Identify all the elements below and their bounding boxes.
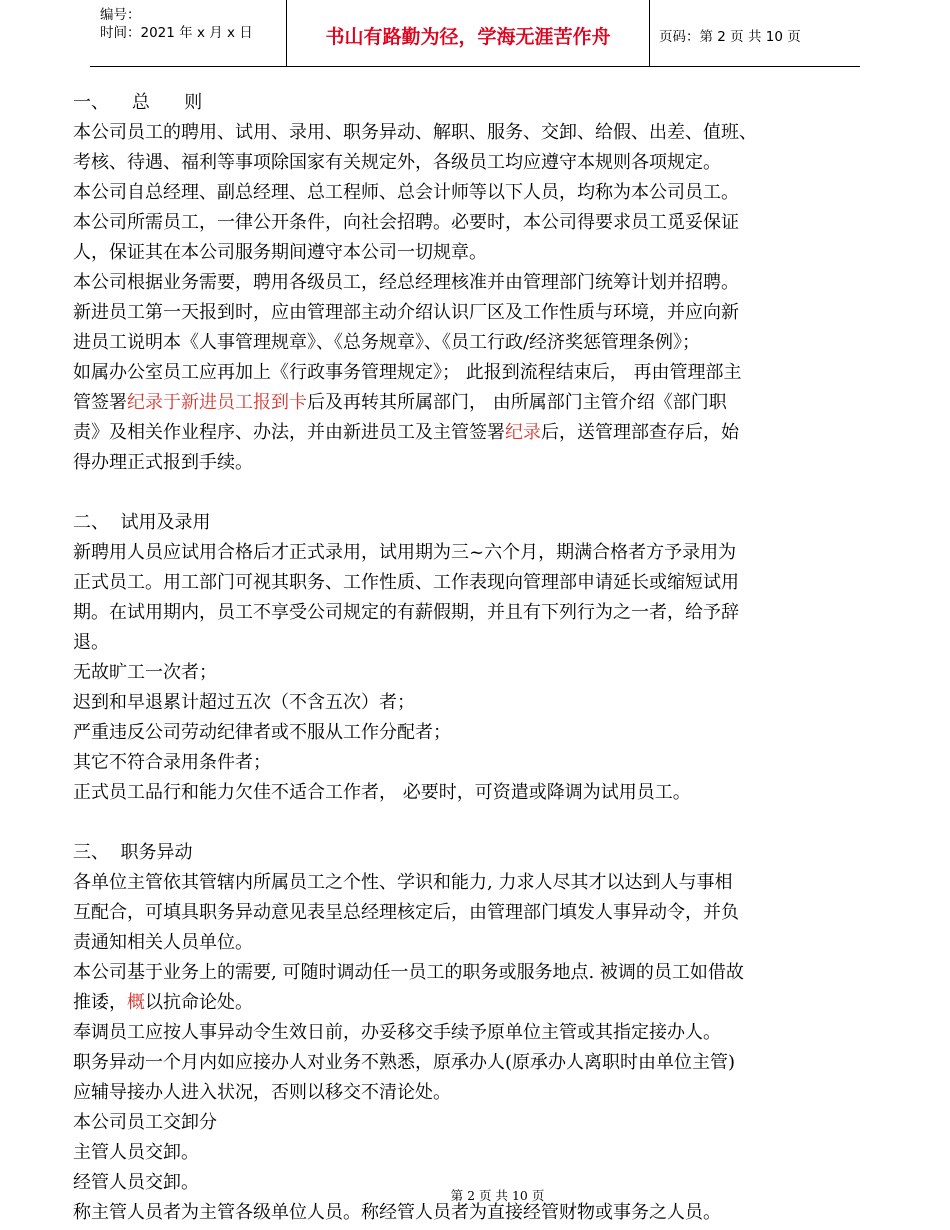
- paragraph-line: 本公司根据业务需要，聘用各级员工，经总经理核准并由管理部门统筹计划并招聘。: [73, 272, 739, 293]
- paragraph-line: 如属办公室员工应再加上《行政事务管理规定》； 此报到流程结束后， 再由管理部主: [73, 362, 742, 383]
- text-run: 责》及相关作业程序、办法，并由新进员工及主管签署: [73, 422, 505, 443]
- paragraph-line: 迟到和早退累计超过五次（不含五次）者；: [73, 692, 415, 713]
- header-meta: [90, 0, 285, 66]
- motto-text: 书山有路勤为径，学海无涯苦作舟: [325, 26, 611, 48]
- header-page-cell: [649, 0, 860, 66]
- paragraph-line: 得办理正式报到手续。: [73, 452, 253, 473]
- paragraph-line: 本公司自总经理、副总经理、总工程师、总会计师等以下人员，均称为本公司员工。: [73, 182, 739, 203]
- paragraph-line: 称主管人员者为主管各级单位人员。称经管人员者为直接经管财物或事务之人员。: [73, 1202, 721, 1223]
- paragraph-line: [73, 988, 883, 1018]
- paragraph-line: 各单位主管依其管辖内所属员工之个性、学识和能力, 力求人尽其才以达到人与事相: [73, 872, 733, 893]
- paragraph-line: 进员工说明本《人事管理规章》、《总务规章》、《员工行政/经济奖惩管理条例》；: [73, 332, 701, 353]
- paragraph-line: 职务异动一个月内如应接办人对业务不熟悉，原承办人(原承办人离职时由单位主管): [73, 1052, 736, 1073]
- paragraph-line: [73, 388, 883, 418]
- paragraph-line: 新进员工第一天报到时，应由管理部主动介绍认识厂区及工作性质与环境，并应向新: [73, 302, 739, 323]
- paragraph-line: 主管人员交卸。: [73, 1142, 199, 1163]
- paragraph-line: 正式员工品行和能力欠佳不适合工作者， 必要时，可资遣或降调为试用员工。: [73, 782, 691, 803]
- paragraph-line: 本公司员工的聘用、试用、录用、职务异动、解职、服务、交卸、给假、出差、值班、: [73, 122, 757, 143]
- paragraph-line: 退。: [73, 632, 109, 653]
- paragraph-line: 严重违反公司劳动纪律者或不服从工作分配者；: [73, 722, 451, 743]
- paragraph-line: 本公司员工交卸分: [73, 1112, 217, 1133]
- text-run: 管签署: [73, 392, 127, 413]
- text-run: 后，送管理部查存后，始: [541, 422, 739, 443]
- document-number-label: 编号：: [100, 7, 141, 23]
- header-motto-cell: [286, 0, 650, 66]
- text-run: 后及再转其所属部门， 由所属部门主管介绍《部门职: [307, 392, 727, 413]
- spacer: [73, 478, 883, 508]
- text-run: 推诿，: [73, 992, 127, 1013]
- highlighted-text: 概: [127, 992, 145, 1013]
- paragraph-line: 互配合，可填具职务异动意见表呈总经理核定后，由管理部门填发人事异动令，并负: [73, 902, 739, 923]
- document-date: 时间：2021 年 x 月 x 日: [100, 25, 253, 41]
- paragraph-line: 其它不符合录用条件者；: [73, 752, 271, 773]
- header-page-info: 页码：第 2 页 共 10 页: [659, 29, 801, 45]
- paragraph-line: 考核、待遇、福利等事项除国家有关规定外，各级员工均应遵守本规则各项规定。: [73, 152, 721, 173]
- paragraph-line: 新聘用人员应试用合格后才正式录用，试用期为三~六个月，期满合格者方予录用为: [73, 542, 737, 563]
- paragraph-line: 本公司基于业务上的需要, 可随时调动任一员工的职务或服务地点. 被调的员工如借故: [73, 962, 744, 983]
- section-title-probation: 二、 试用及录用: [73, 512, 211, 533]
- page-footer: 第 2 页 共 10 页: [450, 1188, 545, 1203]
- paragraph-line: 无故旷工一次者；: [73, 662, 217, 683]
- section-title-general: 一、 总 则: [73, 92, 203, 113]
- paragraph-line: 正式员工。用工部门可视其职务、工作性质、工作表现向管理部申请延长或缩短试用: [73, 572, 739, 593]
- paragraph-line: 应辅导接办人进入状况，否则以移交不清论处。: [73, 1082, 451, 1103]
- paragraph-line: 责通知相关人员单位。: [73, 932, 253, 953]
- page-header: [90, 0, 860, 67]
- spacer: [73, 808, 883, 838]
- paragraph-line: 本公司所需员工，一律公开条件，向社会招聘。必要时，本公司得要求员工觅妥保证: [73, 212, 739, 233]
- highlighted-text: 纪录: [505, 422, 541, 443]
- paragraph-line: [73, 418, 883, 448]
- paragraph-line: 奉调员工应按人事异动令生效日前，办妥移交手续予原单位主管或其指定接办人。: [73, 1022, 721, 1043]
- document-body: [73, 88, 883, 1228]
- paragraph-line: 期。在试用期内，员工不享受公司规定的有薪假期，并且有下列行为之一者，给予辞: [73, 602, 739, 623]
- text-run: 以抗命论处。: [145, 992, 253, 1013]
- section-title-job-change: 三、 职务异动: [73, 842, 193, 863]
- highlighted-text: 纪录于新进员工报到卡: [127, 392, 307, 413]
- paragraph-line: 经管人员交卸。: [73, 1172, 199, 1193]
- paragraph-line: 人，保证其在本公司服务期间遵守本公司一切规章。: [73, 242, 487, 263]
